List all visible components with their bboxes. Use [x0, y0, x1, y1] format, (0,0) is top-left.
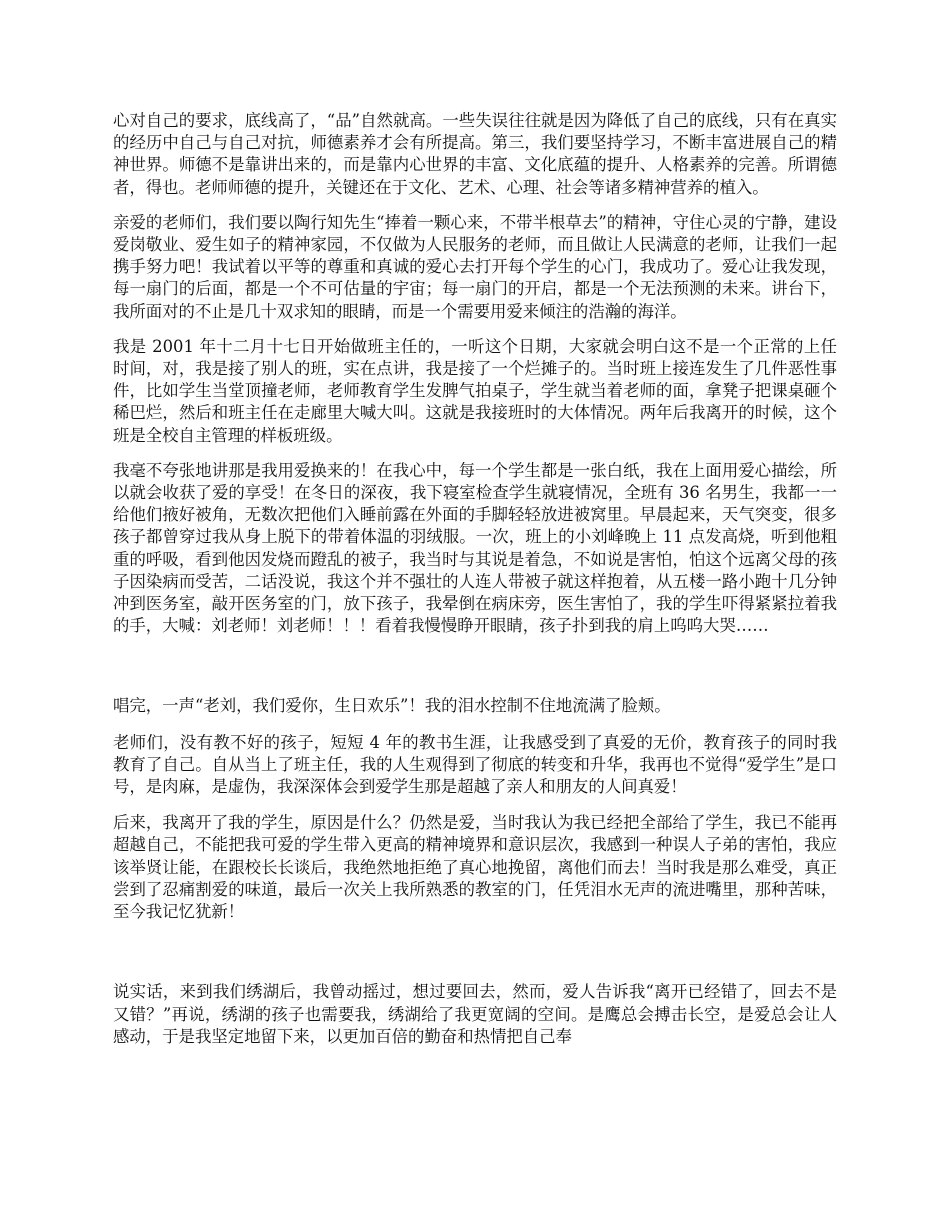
paragraph-5: 唱完，一声“老刘，我们爱你，生日欢乐”！我的泪水控制不住地流满了脸颊。: [113, 696, 671, 716]
paragraph-2: 亲爱的老师们，我们要以陶行知先生“捧着一颗心来，不带半根草去”的精神，守住心灵的宁静，建设爱岗敬业、爱生如子的精神家园，不仅做为人民服务的老师，而且做让人民满意的老师，让我们一起携手努力吧！我试着以平等的尊重和真诚的爱心去打开每个学生的心门，我成功了。爱心让我发现，每一扇门的后面，都是一个不可估量的宇宙；每一扇门的开启，都是一个无法预测的未来。讲台下，我所面对的不止是几十双求知的眼睛，而是一个需要用爱来倾注的浩瀚的海洋。: [113, 212, 837, 321]
paragraph-1: 心对自己的要求，底线高了，“品”自然就高。一些失误往往就是因为降低了自己的底线，只有在真实的经历中自己与自己对抗，师德素养才会有所提高。第三，我们要坚持学习，不断丰富进展自己的精神世界。师德不是靠讲出来的，而是靠内心世界的丰富、文化底蕴的提升、人格素养的完善。所谓德者，得也。老师师德的提升，关键还在于文化、艺术、心理、社会等诸多精神营养的植入。: [113, 111, 837, 197]
paragraph-7: 后来，我离开了我的学生，原因是什么？仍然是爱，当时我认为我已经把全部给了学生，我已不能再超越自己，不能把我可爱的学生带入更高的精神境界和意识层次，我感到一种误人子弟的害怕，我应该举贤让能，在跟校长长谈后，我绝然地拒绝了真心地挽留，离他们而去！当时我是那么难受，真正尝到了忍痛割爱的味道，最后一次关上我所熟悉的教室的门，任凭泪水无声的流进嘴里，那种苦味，至今我记忆犹新！: [113, 813, 837, 922]
document-body: [113, 110, 837, 1048]
paragraph-6: 老师们，没有教不好的孩子，短短 4 年的教书生涯，让我感受到了真爱的无价，教育孩子的同时我教育了自己。自从当上了班主任，我的人生观得到了彻底的转变和升华，我再也不觉得“爱学生”是口号，是肉麻，是虚伪，我深深体会到爱学生那是超越了亲人和朋友的人间真爱！: [113, 732, 837, 797]
paragraph-8: 说实话，来到我们绣湖后，我曾动摇过，想过要回去，然而，爱人告诉我“离开已经错了，回去不是又错？”再说，绣湖的孩子也需要我，绣湖给了我更宽阔的空间。是鹰总会搏击长空，是爱总会让人感动，于是我坚定地留下来，以更加百倍的勤奋和热情把自己奉: [113, 982, 837, 1046]
paragraph-3: 我是 2001 年十二月十七日开始做班主任的，一听这个日期，大家就会明白这不是一个正常的上任时间，对，我是接了别人的班，实在点讲，我是接了一个烂摊子的。当时班上接连发生了几件恶性事件，比如学生当堂顶撞老师，老师教育学生发脾气拍桌子，学生就当着老师的面，拿凳子把课桌砸个稀巴烂，然后和班主任在走廊里大喊大叫。这就是我接班时的大体情况。两年后我离开的时候，这个班是全校自主管理的样板班级。: [113, 336, 837, 445]
paragraph-4: 我毫不夸张地讲那是我用爱换来的！在我心中，每一个学生都是一张白纸，我在上面用爱心描绘，所以就会收获了爱的享受！在冬日的深夜，我下寝室检查学生就寝情况，全班有 36 名男生，我都一一给他们掖好被角，无数次把他们入睡前露在外面的手脚轻轻放进被窝里。早晨起来，天气突变，很多孩子都曾穿过我从身上脱下的带着体温的羽绒服。一次，班上的小刘峰晚上 11 点发高烧，听到他粗重的呼吸，看到他因发烧而蹬乱的被子，我当时与其说是着急，不如说是害怕，怕这个远离父母的孩子因染病而受苦，二话没说，我这个并不强壮的人连人带被子就这样抱着，从五楼一路小跑十几分钟冲到医务室，敲开医务室的门，放下孩子，我晕倒在病床旁，医生害怕了，我的学生吓得紧紧拉着我的手，大喊：刘老师！刘老师！！！看着我慢慢睁开眼睛，孩子扑到我的肩上呜呜大哭……: [113, 460, 837, 636]
